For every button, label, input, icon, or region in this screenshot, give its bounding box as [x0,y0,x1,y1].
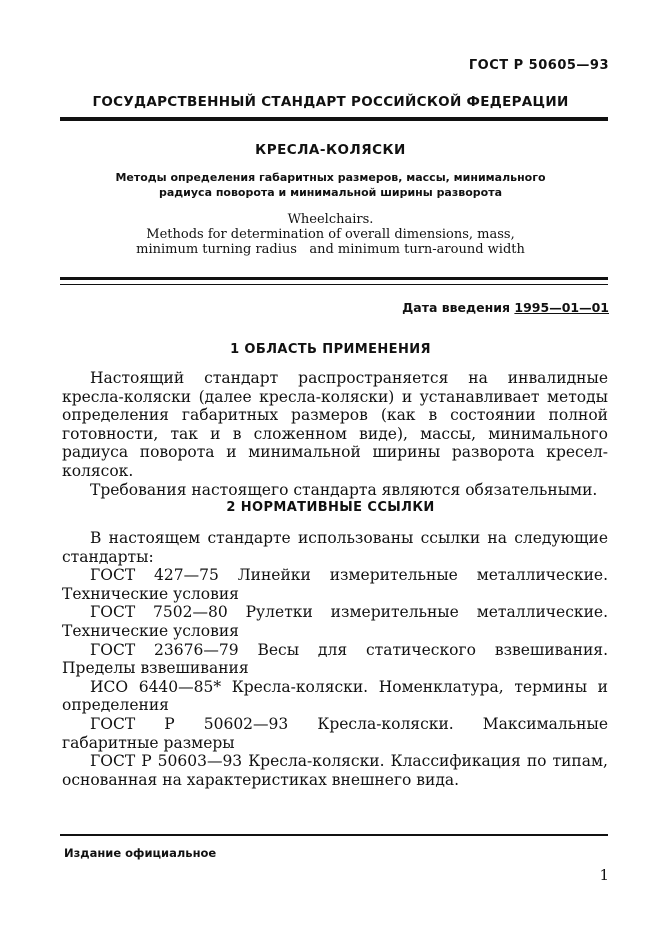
subtitle-ru-line: радиуса поворота и минимальной ширины разворота [158,186,502,199]
reference-item: ГОСТ Р 50602—93 Кресла-коляски. Максимальные габаритные размеры [62,714,608,752]
subtitle-en-line: Methods for determination of overall dimensions, mass, [146,227,515,242]
title-rule-thick [60,277,608,280]
section2-intro: В настоящем стандарте использованы ссылки на следующие стандарты: [62,529,608,566]
subtitle-en-line: minimum turning radius and minimum turn-around width [136,242,525,257]
reference-item: ГОСТ 7502—80 Рулетки измерительные металлические. Технические условия [62,603,608,640]
section2-body [62,529,608,789]
edition-note: Издание официальное [64,846,217,860]
title-rule-thin [60,284,608,285]
state-standard-heading: ГОСУДАРСТВЕННЫЙ СТАНДАРТ РОССИЙСКОЙ ФЕДЕРАЦИИ [92,94,569,110]
subtitle-en-line: Wheelchairs. [287,212,374,227]
gost-number: ГОСТ Р 50605—93 [468,58,609,73]
introduction-date [402,300,609,315]
subtitle-ru-line: Методы определения габаритных размеров, массы, минимального [115,171,546,184]
page-number: 1 [599,866,609,884]
reference-item: ГОСТ Р 50603—93 Кресла-коляски. Классификация по типам, основанная на характеристиках внешнего вида. [62,752,608,789]
reference-item: ГОСТ 23676—79 Весы для статического взвешивания. Пределы взвешивания [62,640,608,678]
reference-item: ГОСТ 427—75 Линейки измерительные металлические. Технические условия [62,566,608,603]
section2-heading: 2 НОРМАТИВНЫЕ ССЫЛКИ [226,500,435,515]
section1-body [62,369,608,499]
subtitle-russian [0,170,661,200]
section1-paragraph: Настоящий стандарт распространяется на инвалидные кресла-коляски (далее кресла-коляски) и устанавливает методы определения габаритных размеров (как в состоянии полной готовности, так и в сложенном виде), массы, минимального радиуса поворота и минимальной ширины разворота кресел-колясок. [62,369,608,480]
reference-item: ИСО 6440—85* Кресла-коляски. Номенклатура, термины и определения [62,677,608,715]
section1-heading: 1 ОБЛАСТЬ ПРИМЕНЕНИЯ [230,342,431,357]
section1-paragraph: Требования настоящего стандарта являются обязательными. [90,480,598,499]
date-label: Дата введения [402,300,511,315]
subtitle-english [0,212,661,257]
footer-rule [60,834,608,836]
document-title: КРЕСЛА-КОЛЯСКИ [255,142,406,158]
date-value: 1995—01—01 [514,300,609,315]
top-rule [60,117,608,121]
